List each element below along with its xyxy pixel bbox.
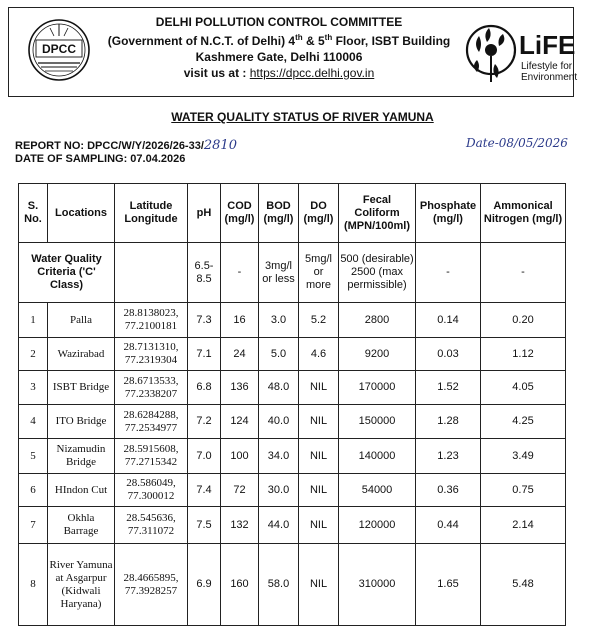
cell-latlong: 28.6713533, 77.2338207 xyxy=(115,371,188,405)
cell-location: Palla xyxy=(48,303,115,338)
cell-bod: 40.0 xyxy=(259,405,299,439)
cell-location: Wazirabad xyxy=(48,338,115,371)
table-row xyxy=(19,371,566,405)
header-ph: pH xyxy=(188,184,221,243)
cell-latlong: 28.7131310, 77.2319304 xyxy=(115,338,188,371)
cell-sno: 8 xyxy=(19,544,48,626)
handwritten-date: Date-08/05/2026 xyxy=(466,136,568,150)
cell-location: HIndon Cut xyxy=(48,474,115,507)
table-row xyxy=(19,439,566,474)
cell-phosphate: 1.23 xyxy=(416,439,481,474)
cell-ammonical: 1.12 xyxy=(481,338,566,371)
criteria-label: Water Quality Criteria ('C' Class) xyxy=(19,243,115,303)
cell-bod: 5.0 xyxy=(259,338,299,371)
address-line-1: (Government of N.C.T. of Delhi) 4th & 5th Floor, ISBT Building xyxy=(107,33,451,48)
cell-location: Okhla Barrage xyxy=(48,507,115,544)
cell-fecal: 310000 xyxy=(339,544,416,626)
website-line: visit us at : https://dpcc.delhi.gov.in xyxy=(183,66,375,80)
cell-phosphate: 1.52 xyxy=(416,371,481,405)
header-phosphate: Phosphate (mg/l) xyxy=(416,184,481,243)
header-bod: BOD (mg/l) xyxy=(259,184,299,243)
cell-cod: 132 xyxy=(221,507,259,544)
cell-bod: 34.0 xyxy=(259,439,299,474)
header-sno: S. No. xyxy=(19,184,48,243)
water-quality-table xyxy=(18,183,566,626)
cell-do: NIL xyxy=(299,371,339,405)
table-row xyxy=(19,544,566,626)
cell-location: ITO Bridge xyxy=(48,405,115,439)
cell-do: NIL xyxy=(299,507,339,544)
cell-sno: 7 xyxy=(19,507,48,544)
cell-bod: 58.0 xyxy=(259,544,299,626)
document-title: WATER QUALITY STATUS OF RIVER YAMUNA xyxy=(171,110,434,124)
cell-ammonical: 0.75 xyxy=(481,474,566,507)
cell-fecal: 120000 xyxy=(339,507,416,544)
life-logo-text: LiFE xyxy=(519,30,576,60)
handwritten-report-number: 2810 xyxy=(203,138,237,153)
cell-ph: 6.9 xyxy=(188,544,221,626)
cell-cod: 124 xyxy=(221,405,259,439)
header-cod: COD (mg/l) xyxy=(221,184,259,243)
table-row xyxy=(19,405,566,439)
header-ammonical: Ammonical Nitrogen (mg/l) xyxy=(481,184,566,243)
life-tagline-1: Lifestyle for xyxy=(521,61,573,72)
cell-ph: 7.2 xyxy=(188,405,221,439)
criteria-ammonical: - xyxy=(481,243,566,303)
header-fecal: Fecal Coliform (MPN/100ml) xyxy=(339,184,416,243)
cell-do: NIL xyxy=(299,439,339,474)
dpcc-logo xyxy=(24,18,94,82)
cell-cod: 72 xyxy=(221,474,259,507)
cell-sno: 1 xyxy=(19,303,48,338)
cell-phosphate: 0.03 xyxy=(416,338,481,371)
cell-latlong: 28.545636, 77.311072 xyxy=(115,507,188,544)
cell-do: 5.2 xyxy=(299,303,339,338)
cell-fecal: 170000 xyxy=(339,371,416,405)
cell-do: 4.6 xyxy=(299,338,339,371)
cell-location: River Yamuna at Asgarpur (Kidwali Haryana) xyxy=(48,544,115,626)
cell-do: NIL xyxy=(299,474,339,507)
cell-latlong: 28.6284288, 77.2534977 xyxy=(115,405,188,439)
cell-fecal: 150000 xyxy=(339,405,416,439)
cell-sno: 5 xyxy=(19,439,48,474)
cell-cod: 100 xyxy=(221,439,259,474)
cell-phosphate: 1.65 xyxy=(416,544,481,626)
cell-fecal: 140000 xyxy=(339,439,416,474)
cell-sno: 6 xyxy=(19,474,48,507)
website-link[interactable]: https://dpcc.delhi.gov.in xyxy=(249,66,375,80)
header-do: DO (mg/l) xyxy=(299,184,339,243)
dpcc-logo-text: DPCC xyxy=(41,42,77,56)
cell-ammonical: 2.14 xyxy=(481,507,566,544)
cell-location: Nizamudin Bridge xyxy=(48,439,115,474)
cell-phosphate: 1.28 xyxy=(416,405,481,439)
criteria-cod: - xyxy=(221,243,259,303)
cell-ammonical: 3.49 xyxy=(481,439,566,474)
cell-latlong: 28.586049, 77.300012 xyxy=(115,474,188,507)
org-header-text xyxy=(99,14,459,81)
cell-cod: 24 xyxy=(221,338,259,371)
table-header-row xyxy=(19,184,566,243)
cell-latlong: 28.5915608, 77.2715342 xyxy=(115,439,188,474)
criteria-latlong xyxy=(115,243,188,303)
criteria-row xyxy=(19,243,566,303)
cell-fecal: 9200 xyxy=(339,338,416,371)
cell-ph: 6.8 xyxy=(188,371,221,405)
letterhead xyxy=(8,7,578,97)
cell-phosphate: 0.36 xyxy=(416,474,481,507)
cell-cod: 160 xyxy=(221,544,259,626)
life-tagline-2: Environment xyxy=(521,72,578,83)
life-logo xyxy=(465,16,578,90)
cell-phosphate: 0.14 xyxy=(416,303,481,338)
org-name: DELHI POLLUTION CONTROL COMMITTEE xyxy=(155,15,403,29)
cell-ph: 7.4 xyxy=(188,474,221,507)
address-line-2: Kashmere Gate, Delhi 110006 xyxy=(195,50,363,64)
criteria-fecal: 500 (desirable) 2500 (max permissible) xyxy=(339,243,416,303)
criteria-do: 5mg/l or more xyxy=(299,243,339,303)
cell-cod: 136 xyxy=(221,371,259,405)
cell-bod: 30.0 xyxy=(259,474,299,507)
table-row xyxy=(19,474,566,507)
table-row xyxy=(19,303,566,338)
cell-fecal: 54000 xyxy=(339,474,416,507)
cell-latlong: 28.8138023, 77.2100181 xyxy=(115,303,188,338)
cell-sno: 2 xyxy=(19,338,48,371)
cell-ammonical: 5.48 xyxy=(481,544,566,626)
criteria-bod: 3mg/l or less xyxy=(259,243,299,303)
cell-bod: 3.0 xyxy=(259,303,299,338)
criteria-ph: 6.5-8.5 xyxy=(188,243,221,303)
cell-phosphate: 0.44 xyxy=(416,507,481,544)
cell-bod: 48.0 xyxy=(259,371,299,405)
cell-ph: 7.3 xyxy=(188,303,221,338)
sampling-date: DATE OF SAMPLING: 07.04.2026 xyxy=(15,153,186,165)
cell-sno: 4 xyxy=(19,405,48,439)
cell-ph: 7.5 xyxy=(188,507,221,544)
table-row xyxy=(19,507,566,544)
header-location: Locations xyxy=(48,184,115,243)
cell-cod: 16 xyxy=(221,303,259,338)
cell-ph: 7.1 xyxy=(188,338,221,371)
cell-ph: 7.0 xyxy=(188,439,221,474)
header-latlong: Latitude Longitude xyxy=(115,184,188,243)
cell-do: NIL xyxy=(299,544,339,626)
cell-location: ISBT Bridge xyxy=(48,371,115,405)
table-row xyxy=(19,338,566,371)
cell-latlong: 28.4665895, 77.3928257 xyxy=(115,544,188,626)
cell-ammonical: 0.20 xyxy=(481,303,566,338)
cell-ammonical: 4.05 xyxy=(481,371,566,405)
cell-sno: 3 xyxy=(19,371,48,405)
cell-bod: 44.0 xyxy=(259,507,299,544)
report-number: REPORT NO: DPCC/W/Y/2026/26-33/2810 xyxy=(15,138,237,153)
cell-fecal: 2800 xyxy=(339,303,416,338)
cell-ammonical: 4.25 xyxy=(481,405,566,439)
criteria-phosphate: - xyxy=(416,243,481,303)
cell-do: NIL xyxy=(299,405,339,439)
